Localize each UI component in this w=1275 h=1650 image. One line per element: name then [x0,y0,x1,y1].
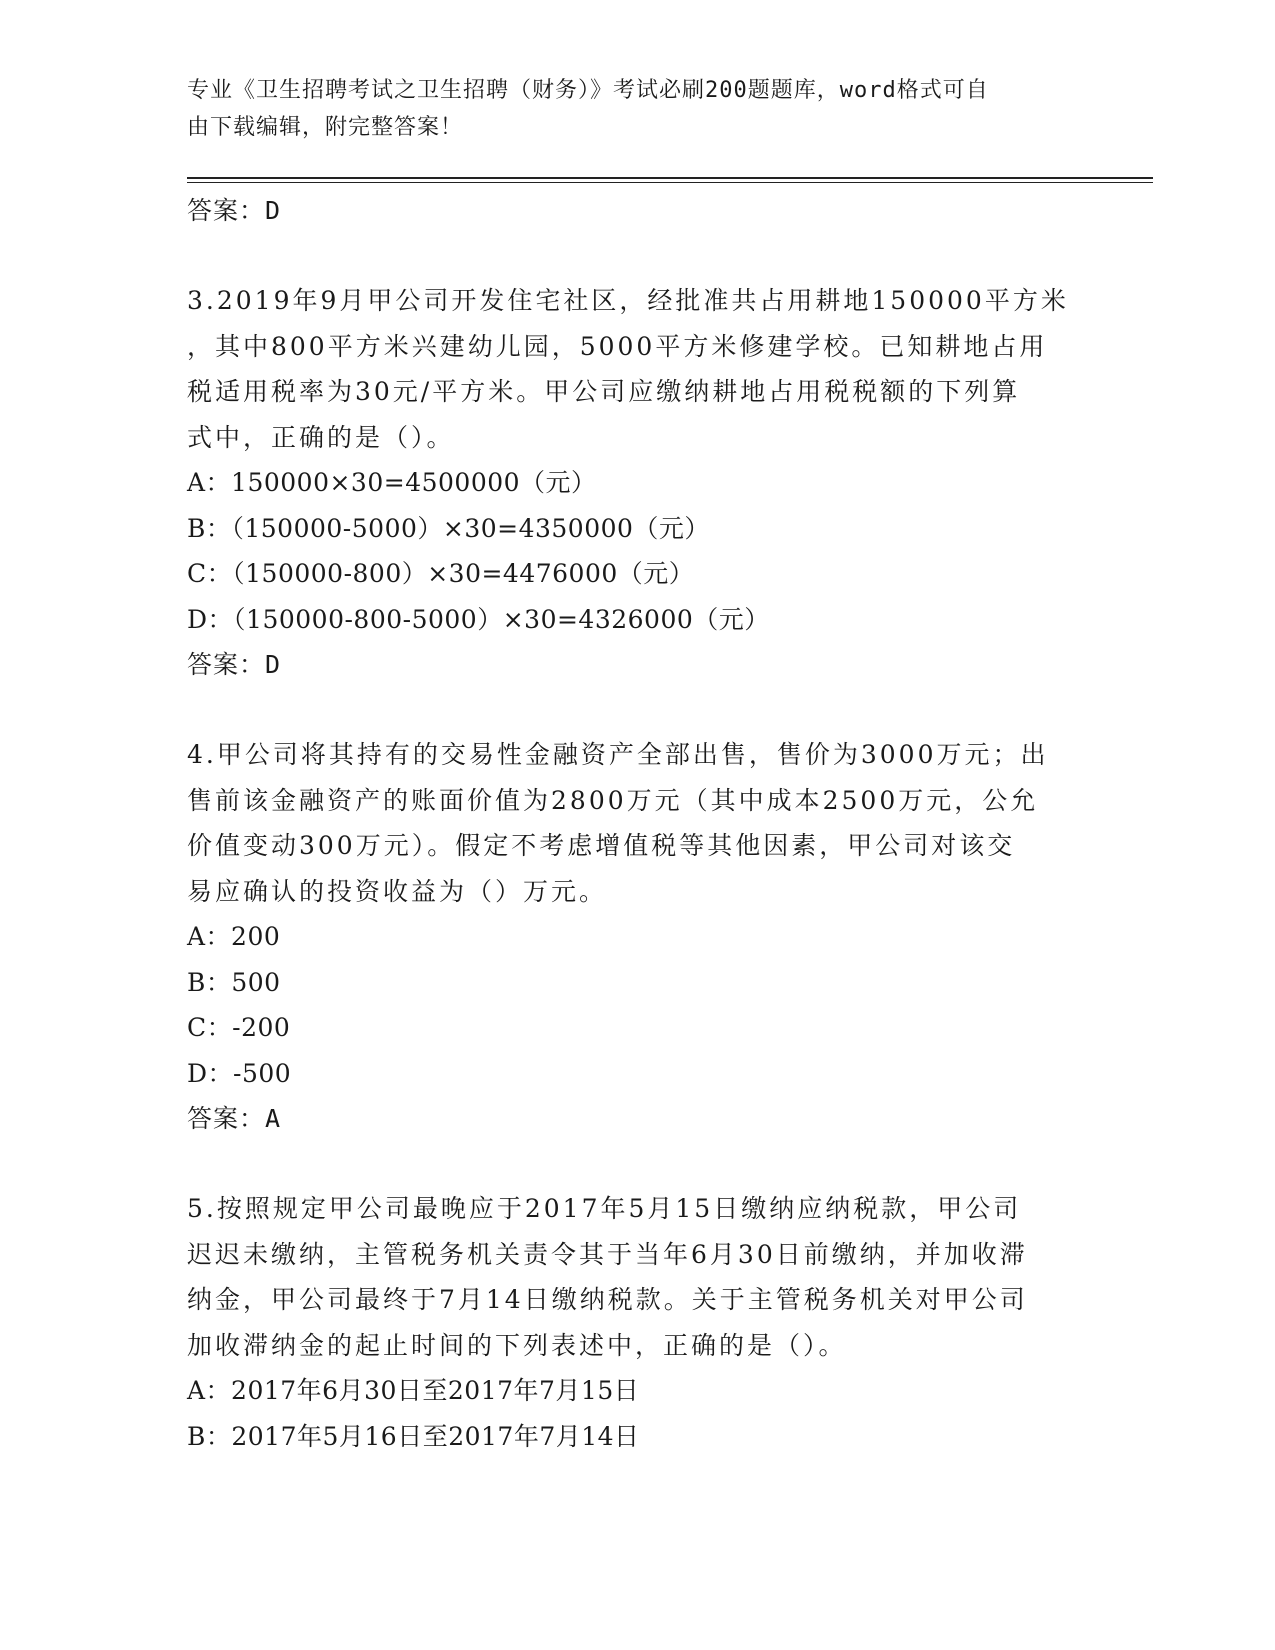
question-content [187,188,1087,1459]
question-stem [187,732,1087,914]
question-stem-line: 税适用税率为30元/平方米。甲公司应缴纳耕地占用税税额的下列算 [187,377,1021,406]
question-stem-line: 易应确认的投资收益为（）万元。 [187,876,608,906]
question-block [187,278,1087,688]
question-stem-line: 4.甲公司将其持有的交易性金融资产全部出售，售价为3000万元；出 [187,740,1049,769]
header-divider-thin [187,182,1153,183]
answer-label: 答案：A [187,1104,282,1133]
option-c: C：（150000-800）×30=4476000（元） [187,559,695,588]
option-d: D：-500 [187,1058,292,1088]
question-stem-line: 售前该金融资产的账面价值为2800万元（其中成本2500万元，公允 [187,785,1039,815]
question-block [187,732,1087,1142]
spacer [187,688,1087,732]
question-stem [187,1186,1087,1368]
option-c: C：-200 [187,1013,291,1042]
question-stem-line: 3.2019年9月甲公司开发住宅社区，经批准共占用耕地150000平方米 [187,286,1069,315]
question-stem-line: 加收滞纳金的起止时间的下列表述中，正确的是（）。 [187,1330,847,1360]
header-title-line-2: 由下载编辑，附完整答案！ [187,115,464,140]
option-b: B：500 [187,967,281,997]
question-stem-line: 价值变动300万元）。假定不考虑增值税等其他因素，甲公司对该交 [187,831,1016,860]
question-stem-line: 5.按照规定甲公司最晚应于2017年5月15日缴纳应纳税款，甲公司 [187,1194,1022,1223]
answer-label: 答案：D [187,650,282,679]
question-stem-line: ，其中800平方米兴建幼儿园，5000平方米修建学校。已知耕地占用 [187,331,1048,361]
option-a: A：150000×30=4500000（元） [187,468,597,497]
document-header [187,72,1087,146]
spacer [187,234,1087,278]
header-title-line-1: 专业《卫生招聘考试之卫生招聘（财务）》考试必刷200题题库，word格式可自 [187,78,989,103]
option-b: B：（150000-5000）×30=4350000（元） [187,513,710,543]
question-stem-line: 迟迟未缴纳，主管税务机关责令其于当年6月30日前缴纳，并加收滞 [187,1239,1028,1269]
option-a: A：200 [187,922,281,951]
question-stem-line: 式中，正确的是（）。 [187,422,455,452]
header-divider-thick [187,177,1153,179]
option-a: A：2017年6月30日至2017年7月15日 [187,1376,640,1405]
option-d: D：（150000-800-5000）×30=4326000（元） [187,604,770,634]
question-stem-line: 纳金，甲公司最终于7月14日缴纳税款。关于主管税务机关对甲公司 [187,1285,1028,1314]
spacer [187,1142,1087,1186]
question-block [187,1186,1087,1459]
question-stem [187,278,1087,460]
option-b: B：2017年5月16日至2017年7月14日 [187,1421,640,1451]
answer-label: 答案：D [187,196,282,225]
